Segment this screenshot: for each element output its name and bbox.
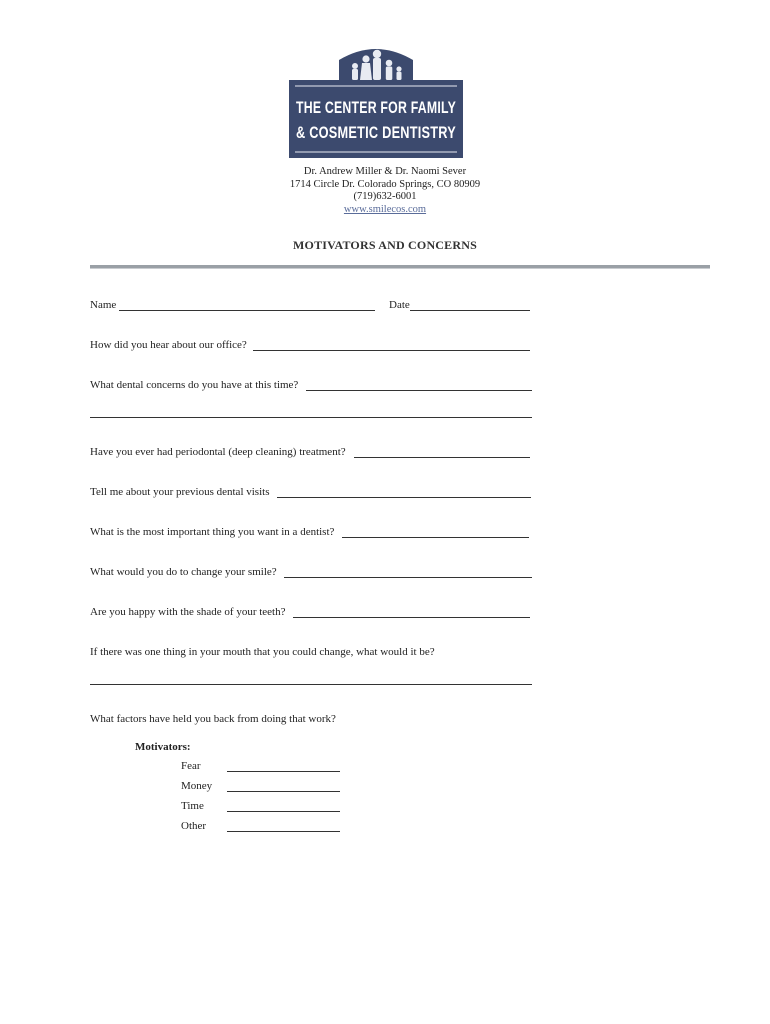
most-important-field[interactable] bbox=[342, 537, 529, 538]
contact-info bbox=[0, 166, 770, 216]
logo-line-2: & COSMETIC DENTISTRY bbox=[296, 123, 457, 142]
date-field[interactable] bbox=[410, 310, 530, 311]
concerns-field[interactable] bbox=[306, 390, 532, 391]
previous-visits-field[interactable] bbox=[277, 497, 531, 498]
time-field[interactable] bbox=[227, 811, 340, 812]
one-thing-label: If there was one thing in your mouth that you could change, what would it be? bbox=[90, 646, 435, 658]
teeth-shade-label: Are you happy with the shade of your teeth? bbox=[90, 606, 286, 618]
money-field[interactable] bbox=[227, 791, 340, 792]
other-field[interactable] bbox=[227, 831, 340, 832]
address: 1714 Circle Dr. Colorado Springs, CO 80909 bbox=[289, 178, 481, 190]
hear-about-field[interactable] bbox=[253, 350, 530, 351]
title-divider bbox=[90, 265, 710, 269]
doctor-names: Dr. Andrew Miller & Dr. Naomi Sever bbox=[303, 166, 467, 177]
other-label: Other bbox=[181, 820, 207, 832]
previous-visits-label: Tell me about your previous dental visits bbox=[90, 486, 270, 498]
change-smile-label: What would you do to change your smile? bbox=[90, 566, 277, 578]
time-label: Time bbox=[181, 800, 204, 812]
practice-logo bbox=[289, 44, 463, 160]
fear-field[interactable] bbox=[227, 771, 340, 772]
name-field[interactable] bbox=[119, 310, 375, 311]
concerns-field-line-2[interactable] bbox=[90, 417, 532, 418]
factors-label: What factors have held you back from doing that work? bbox=[90, 713, 336, 725]
change-smile-field[interactable] bbox=[284, 577, 532, 578]
money-label: Money bbox=[181, 780, 213, 792]
one-thing-field[interactable] bbox=[90, 684, 532, 685]
periodontal-field[interactable] bbox=[354, 457, 530, 458]
website-link[interactable]: www.smilecos.com bbox=[343, 203, 427, 215]
name-label: Name bbox=[90, 299, 117, 311]
concerns-label: What dental concerns do you have at this time? bbox=[90, 379, 299, 391]
hear-about-label: How did you hear about our office? bbox=[90, 339, 247, 351]
most-important-label: What is the most important thing you want in a dentist? bbox=[90, 526, 335, 538]
page-title: MOTIVATORS AND CONCERNS bbox=[293, 238, 477, 252]
fear-label: Fear bbox=[181, 760, 201, 772]
logo-line-1: THE CENTER FOR FAMILY bbox=[296, 98, 457, 117]
motivators-heading: Motivators: bbox=[135, 741, 191, 753]
periodontal-label: Have you ever had periodontal (deep cleaning) treatment? bbox=[90, 446, 346, 458]
date-label: Date bbox=[389, 299, 410, 311]
phone-number: (719)632-6001 bbox=[353, 191, 417, 202]
family-logo-icon bbox=[289, 44, 463, 160]
teeth-shade-field[interactable] bbox=[293, 617, 530, 618]
